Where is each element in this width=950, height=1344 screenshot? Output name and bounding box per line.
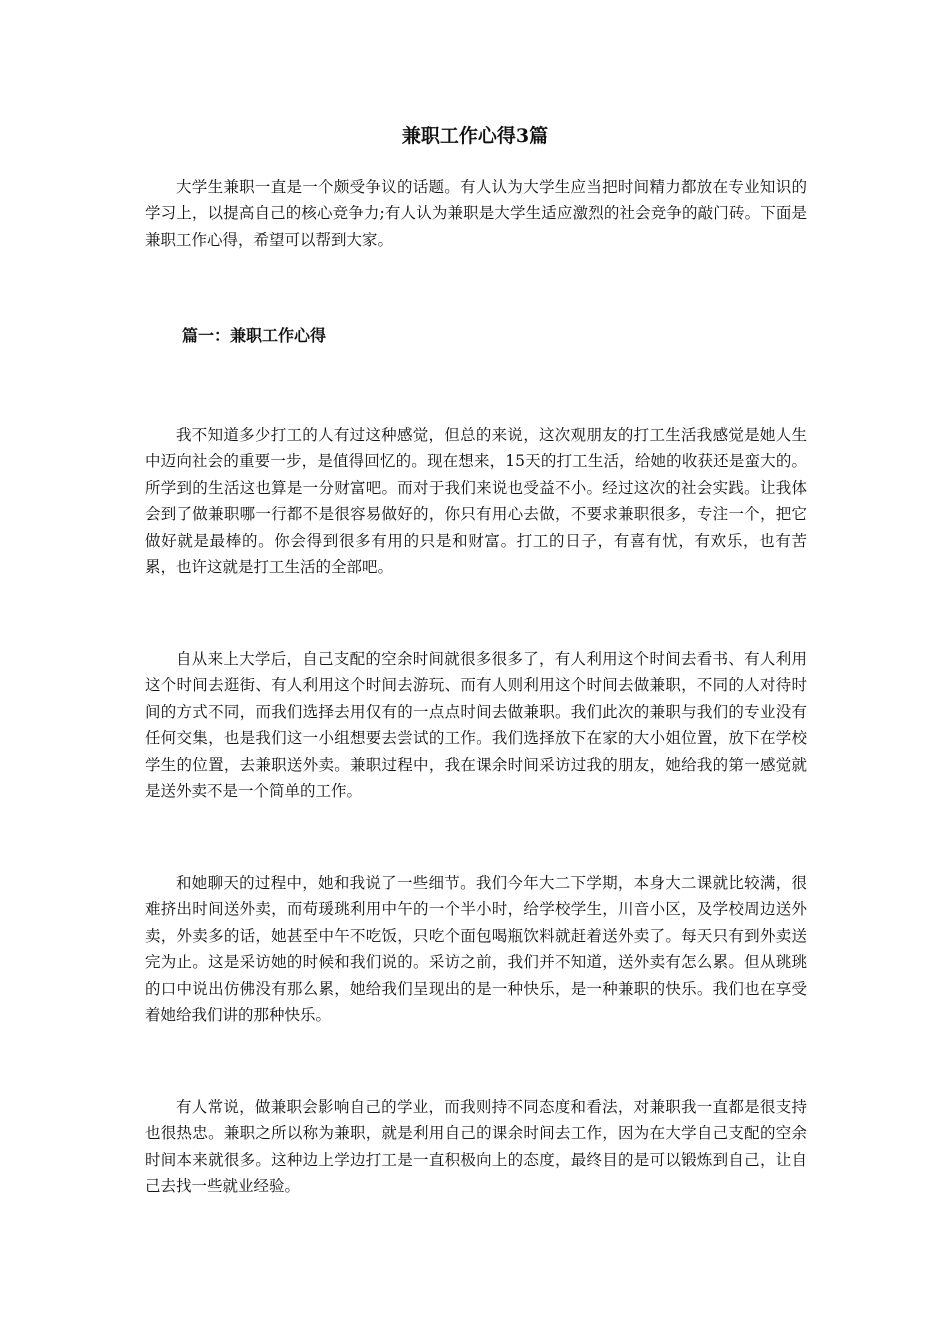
section-heading: 篇一：兼职工作心得: [182, 326, 327, 345]
body-paragraph-1: 我不知道多少打工的人有过这种感觉，但总的来说，这次观朋友的打工生活我感觉是她人生中迈向社会的重要一步，是值得回忆的。现在想来，15天的打工生活，给她的收获还是蛮大的。所学到的生活这也算是一分财富吧。而对于我们来说也受益不小。经过这次的社会实践。让我体会到了做兼职哪一行都不是很容易做好的，你只有用心去做，不要求兼职很多，专注一个，把它做好就是最棒的。你会得到很多有用的只是和财富。打工的日子，有喜有忧，有欢乐，也有苦累，也许这就是打工生活的全部吧。: [145, 426, 807, 577]
document-title: 兼职工作心得3篇: [401, 125, 549, 147]
body-paragraph-3: 和她聊天的过程中，她和我说了一些细节。我们今年大二下学期，本身大二课就比较满，很难挤出时间送外卖，而苟瑗珧利用中午的一个半小时，给学校学生，川音小区，及学校周边送外卖，外卖多的话，她甚至中午不吃饭，只吃个面包喝瓶饮料就赶着送外卖了。每天只有到外卖送完为止。这是采访她的时候和我们说的。采访之前，我们并不知道，送外卖有怎么累。但从珧珧的口中说出仿佛没有那么累，她给我们呈现出的是一种快乐，是一种兼职的快乐。我们也在享受着她给我们讲的那种快乐。: [145, 874, 807, 1025]
body-paragraph-2: 自从来上大学后，自己支配的空余时间就很多很多了，有人利用这个时间去看书、有人利用这个时间去逛街、有人利用这个时间去游玩、而有人则利用这个时间去做兼职，不同的人对待时间的方式不同，而我们选择去用仅有的一点点时间去做兼职。我们此次的兼职与我们的专业没有任何交集，也是我们这一小组想要去尝试的工作。我们选择放下在家的大小姐位置，放下在学校学生的位置，去兼职送外卖。兼职过程中，我在课余时间采访过我的朋友，她给我的第一感觉就是送外卖不是一个简单的工作。: [145, 650, 807, 801]
body-paragraph-4: 有人常说，做兼职会影响自己的学业，而我则持不同态度和看法，对兼职我一直都是很支持也很热忠。兼职之所以称为兼职，就是利用自己的课余时间去工作，因为在大学自己支配的空余时间本来就很多。这种边上学边打工是一直积极向上的态度，最终目的是可以锻炼到自己，让自己去找一些就业经验。: [145, 1098, 807, 1196]
intro-paragraph: 大学生兼职一直是一个颇受争议的话题。有人认为大学生应当把时间精力都放在专业知识的学习上，以提高自己的核心竞争力;有人认为兼职是大学生适应激烈的社会竞争的敲门砖。下面是兼职工作心得，希望可以帮到大家。: [145, 178, 807, 249]
